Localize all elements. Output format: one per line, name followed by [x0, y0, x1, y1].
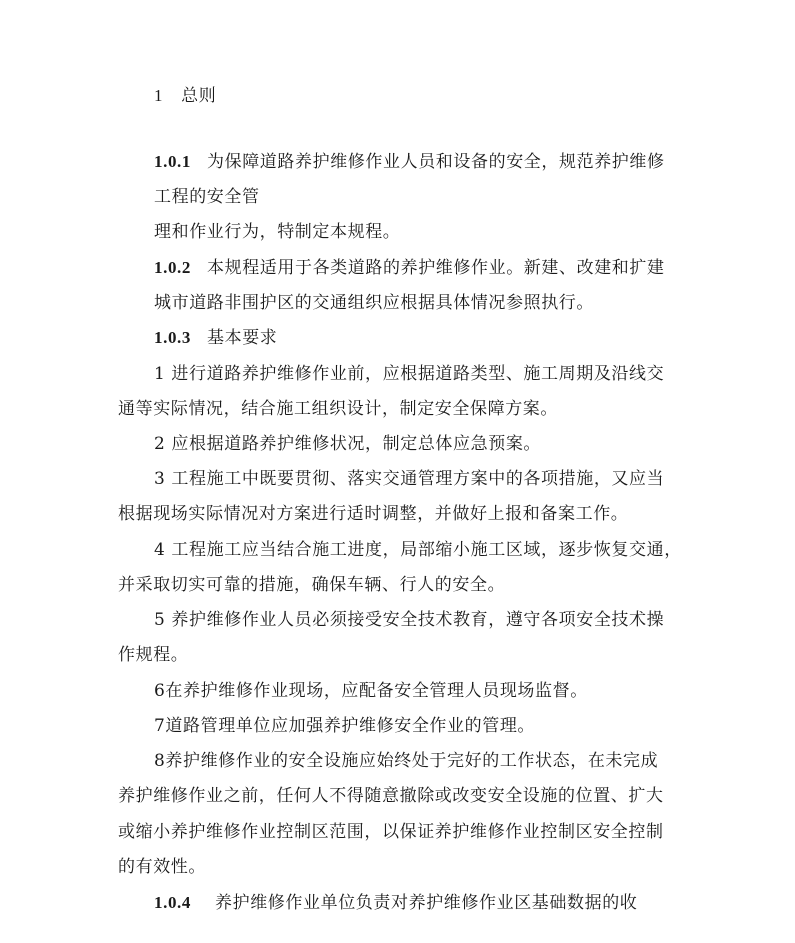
clause-1-0-1-line2: 工程的安全管: [154, 187, 260, 207]
requirement-2-line1: 2 应根据道路养护维修状况，制定总体应急预案。: [154, 434, 542, 454]
clause-1-0-2-line1: [154, 257, 665, 279]
requirement-1-line2: 通等实际情况，结合施工组织设计，制定安全保障方案。: [118, 399, 558, 419]
clause-1-0-2-line2: 城市道路非围护区的交通组织应根据具体情况参照执行。: [154, 293, 594, 313]
requirement-3-line1: 3 工程施工中既要贯彻、落实交通管理方案中的各项措施，又应当: [154, 469, 665, 489]
clause-number: 1.0.4: [154, 893, 191, 912]
requirement-5-line1: 5 养护维修作业人员必须接受安全技术教育，遵守各项安全技术操: [154, 610, 665, 630]
requirement-7-line1: 7道路管理单位应加强养护维修安全作业的管理。: [154, 716, 536, 736]
clause-text: 本规程适用于各类道路的养护维修作业。新建、改建和扩建: [207, 258, 665, 278]
clause-1-0-1-line3: 理和作业行为，特制定本规程。: [154, 222, 401, 242]
requirement-4-line1: 4 工程施工应当结合施工进度，局部缩小施工区域，逐步恢复交通，: [154, 540, 682, 560]
chapter-heading: [154, 85, 216, 107]
clause-text: 养护维修作业单位负责对养护维修作业区基础数据的收: [215, 893, 638, 913]
requirement-6-line1: 6在养护维修作业现场，应配备安全管理人员现场监督。: [154, 681, 588, 701]
requirement-8-line4: 的有效性。: [118, 857, 206, 877]
clause-number: 1.0.2: [154, 258, 191, 277]
clause-1-0-3-line1: [154, 327, 277, 349]
requirement-8-line1: 8养护维修作业的安全设施应始终处于完好的工作状态，在未完成: [154, 751, 659, 771]
requirement-1-line1: 1 进行道路养护维修作业前，应根据道路类型、施工周期及沿线交: [154, 364, 665, 384]
clause-number: 1.0.3: [154, 328, 191, 347]
clause-1-0-4-line1: [154, 892, 637, 914]
chapter-number: 1: [154, 86, 164, 105]
chapter-title: 总则: [181, 86, 217, 106]
requirement-5-line2: 作规程。: [118, 645, 189, 665]
requirement-8-line3: 或缩小养护维修作业控制区范围，以保证养护维修作业控制区安全控制: [118, 822, 664, 842]
requirement-3-line2: 根据现场实际情况对方案进行适时调整，并做好上报和备案工作。: [118, 504, 629, 524]
clause-number: 1.0.1: [154, 152, 191, 171]
clause-1-0-1-line1: [154, 151, 665, 173]
requirement-4-line2: 并采取切实可靠的措施，确保车辆、行人的安全。: [118, 575, 506, 595]
clause-text: 为保障道路养护维修作业人员和设备的安全，规范养护维修: [207, 152, 665, 172]
requirement-8-line2: 养护维修作业之前，任何人不得随意撤除或改变安全设施的位置、扩大: [118, 786, 664, 806]
clause-text: 基本要求: [207, 328, 278, 348]
